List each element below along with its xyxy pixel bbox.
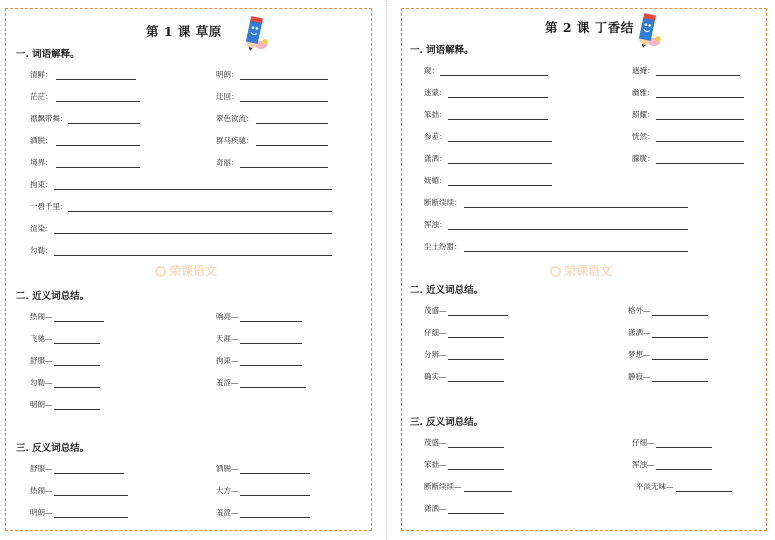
center-divider — [386, 0, 387, 540]
vocab-label: 奇丽： — [216, 158, 239, 167]
worksheet-title: 第 2 课 丁香结 — [545, 20, 634, 35]
watermark: 荣课语文 — [155, 262, 217, 279]
answer-line[interactable] — [448, 229, 688, 230]
synonym-label: 格外— — [628, 306, 651, 315]
answer-line[interactable] — [652, 381, 708, 382]
section-word-explanation: 一. 词语解释。 — [410, 45, 474, 56]
synonym-label: 舒服— — [30, 356, 53, 365]
synonym-label: 仔细— — [424, 328, 447, 337]
answer-line[interactable] — [54, 495, 128, 496]
answer-line[interactable] — [240, 79, 328, 80]
answer-line[interactable] — [464, 251, 688, 252]
vocab-label: 断断续续： — [424, 198, 462, 207]
antonym-label: 舒服— — [30, 464, 53, 473]
vocab-label: 一碧千里： — [30, 202, 68, 211]
vocab-label: 朦胧： — [632, 154, 655, 163]
vocab-label: 境界： — [30, 158, 53, 167]
answer-line[interactable] — [448, 97, 548, 98]
vocab-label: 浑浊： — [424, 220, 447, 229]
answer-line[interactable] — [652, 315, 708, 316]
answer-line[interactable] — [656, 75, 740, 76]
answer-line[interactable] — [54, 189, 332, 190]
answer-line[interactable] — [54, 473, 124, 474]
antonym-label: 平淡无味— — [636, 482, 674, 491]
antonym-label: 浑浊— — [632, 460, 655, 469]
vocab-label: 参差： — [424, 132, 447, 141]
synonym-label: 飞驰— — [30, 334, 53, 343]
answer-line[interactable] — [54, 343, 100, 344]
answer-line[interactable] — [240, 101, 328, 102]
answer-line[interactable] — [656, 447, 712, 448]
answer-line[interactable] — [448, 447, 504, 448]
vocab-label: 幽雅： — [632, 88, 655, 97]
answer-line[interactable] — [656, 119, 744, 120]
answer-line[interactable] — [54, 233, 332, 234]
vocab-label: 笨拙： — [424, 110, 447, 119]
pencil-mascot-icon — [633, 11, 663, 49]
answer-line[interactable] — [440, 75, 548, 76]
answer-line[interactable] — [240, 365, 302, 366]
answer-line[interactable] — [54, 255, 332, 256]
vocab-label: 群马疾驰： — [216, 136, 254, 145]
answer-line[interactable] — [448, 359, 504, 360]
synonym-label: 茂盛— — [424, 306, 447, 315]
answer-line[interactable] — [54, 387, 100, 388]
answer-line[interactable] — [448, 119, 548, 120]
vocab-label: 渲染： — [30, 224, 53, 233]
vocab-label: 迷蒙： — [424, 88, 447, 97]
answer-line[interactable] — [56, 145, 140, 146]
synonym-label: 羞涩— — [216, 378, 239, 387]
antonym-label: 断断续续— — [424, 482, 462, 491]
answer-line[interactable] — [240, 321, 302, 322]
vocab-label: 窥： — [424, 66, 439, 75]
answer-line[interactable] — [56, 167, 140, 168]
antonym-label: 明朗— — [30, 508, 53, 517]
answer-line[interactable] — [448, 381, 504, 382]
answer-line[interactable] — [464, 207, 688, 208]
antonym-label: 仔细— — [632, 438, 655, 447]
watermark: 荣课语文 — [550, 262, 612, 279]
synonym-label: 勾勒— — [30, 378, 53, 387]
synonym-label: 静寂— — [628, 372, 651, 381]
answer-line[interactable] — [652, 359, 708, 360]
section-synonyms: 二. 近义词总结。 — [410, 285, 484, 296]
answer-line[interactable] — [68, 123, 140, 124]
answer-line[interactable] — [448, 163, 552, 164]
vocab-label: 勾勒： — [30, 246, 53, 255]
vocab-label: 茫茫： — [30, 92, 53, 101]
vocab-label: 潇洒： — [424, 154, 447, 163]
answer-line[interactable] — [448, 513, 504, 514]
answer-line[interactable] — [240, 517, 310, 518]
vocab-label: 洒脱： — [30, 136, 53, 145]
vocab-label: 襟飘带舞： — [30, 114, 68, 123]
worksheet-title: 第 1 课 草原 — [146, 24, 222, 39]
vocab-label: 拘束： — [30, 180, 53, 189]
answer-line[interactable] — [240, 495, 310, 496]
vocab-label: 明朗： — [216, 70, 239, 79]
answer-line[interactable] — [656, 469, 712, 470]
antonym-label: 洒脱— — [216, 464, 239, 473]
vocab-label: 迂回： — [216, 92, 239, 101]
section-word-explanation: 一. 词语解释。 — [16, 49, 80, 60]
antonym-label: 羞涩— — [216, 508, 239, 517]
answer-line[interactable] — [240, 343, 302, 344]
vocab-label: 翠色欲流： — [216, 114, 254, 123]
synonym-label: 梦想— — [628, 350, 651, 359]
answer-line[interactable] — [464, 491, 512, 492]
answer-line[interactable] — [54, 321, 104, 322]
answer-line[interactable] — [54, 365, 100, 366]
pencil-mascot-icon — [240, 14, 270, 52]
answer-line[interactable] — [54, 409, 100, 410]
answer-line[interactable] — [240, 387, 306, 388]
answer-line[interactable] — [68, 211, 332, 212]
antonym-label: 大方— — [216, 486, 239, 495]
answer-line[interactable] — [56, 101, 140, 102]
section-synonyms: 二. 近义词总结。 — [16, 291, 90, 302]
synonym-label: 拘束— — [216, 356, 239, 365]
answer-line[interactable] — [676, 491, 732, 492]
antonym-label: 热闹— — [30, 486, 53, 495]
vocab-label: 清鲜： — [30, 70, 53, 79]
synonym-label: 分辨— — [424, 350, 447, 359]
vocab-label: 照耀： — [632, 110, 655, 119]
answer-line[interactable] — [240, 167, 328, 168]
answer-line[interactable] — [656, 97, 744, 98]
answer-line[interactable] — [448, 337, 504, 338]
synonym-label: 响亮— — [216, 312, 239, 321]
synonym-label: 潇洒— — [628, 328, 651, 337]
synonym-label: 热闹— — [30, 312, 53, 321]
answer-line[interactable] — [54, 517, 128, 518]
answer-line[interactable] — [240, 473, 310, 474]
synonym-label: 天涯— — [216, 334, 239, 343]
answer-line[interactable] — [256, 123, 328, 124]
vocab-label: 恍然： — [632, 132, 655, 141]
antonym-label: 笨拙— — [424, 460, 447, 469]
answer-line[interactable] — [652, 337, 708, 338]
synonym-label: 确实— — [424, 372, 447, 381]
answer-line[interactable] — [656, 163, 744, 164]
answer-line[interactable] — [448, 185, 552, 186]
vocab-label: 尘土纷嚣： — [424, 242, 462, 251]
answer-line[interactable] — [56, 79, 136, 80]
answer-line[interactable] — [448, 469, 504, 470]
antonym-label: 潇洒— — [424, 504, 447, 513]
vocab-label: 妩媚： — [424, 176, 447, 185]
synonym-label: 明朗— — [30, 400, 53, 409]
section-antonyms: 三. 反义词总结。 — [16, 443, 90, 454]
answer-line[interactable] — [656, 141, 744, 142]
antonym-label: 茂盛— — [424, 438, 447, 447]
section-antonyms: 三. 反义词总结。 — [410, 417, 484, 428]
answer-line[interactable] — [448, 141, 552, 142]
answer-line[interactable] — [448, 315, 508, 316]
answer-line[interactable] — [256, 145, 328, 146]
vocab-label: 遮掩： — [632, 66, 655, 75]
